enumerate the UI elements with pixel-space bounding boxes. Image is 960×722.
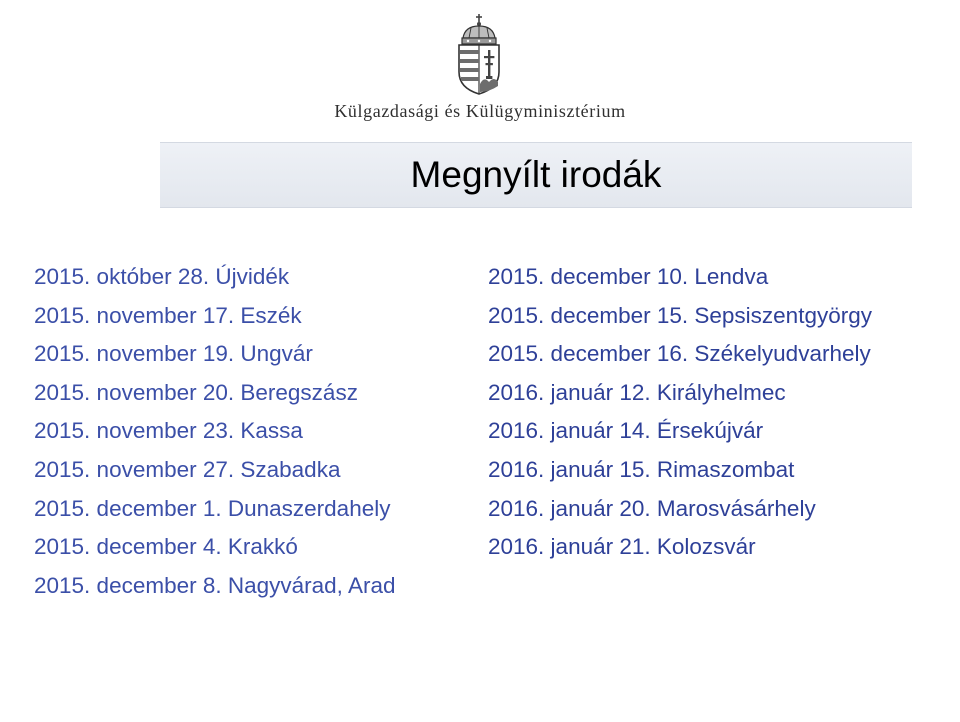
ministry-name: Külgazdasági és Külügyminisztérium [334,101,626,121]
list-item: 2015. október 28. Újvidék [34,264,290,289]
list-item: 2015. november 19. Ungvár [34,341,313,367]
hungarian-coat-of-arms-icon [453,12,505,96]
list-item: 2016. január 15. Rimaszombat [488,456,795,482]
list-item: 2016. január 14. Érsekújvár [488,418,764,444]
list-item: 2015. december 16. Székelyudvarhely [488,341,871,367]
page-title: Megnyílt irodák [410,154,662,195]
offices-list-left [34,258,395,605]
list-item: 2015. december 15. Sepsiszentgyörgy [488,302,872,328]
list-item: 2015. december 1. Dunaszerdahely [34,495,391,521]
list-item: 2016. január 21. Kolozsvár [488,534,756,560]
list-item: 2015. november 23. Kassa [34,418,303,444]
list-item: 2015. november 20. Beregszász [34,379,358,405]
list-item: 2015. december 4. Krakkó [34,534,298,560]
list-item: 2015. november 17. Eszék [34,302,302,328]
list-item: 2015. december 10. Lendva [488,264,769,289]
list-item: 2015. december 8. Nagyvárad, Arad [34,572,396,598]
list-item: 2016. január 20. Marosvásárhely [488,495,816,521]
list-item: 2016. január 12. Királyhelmec [488,379,786,405]
list-item: 2015. november 27. Szabadka [34,456,341,482]
offices-list-right [488,258,872,567]
